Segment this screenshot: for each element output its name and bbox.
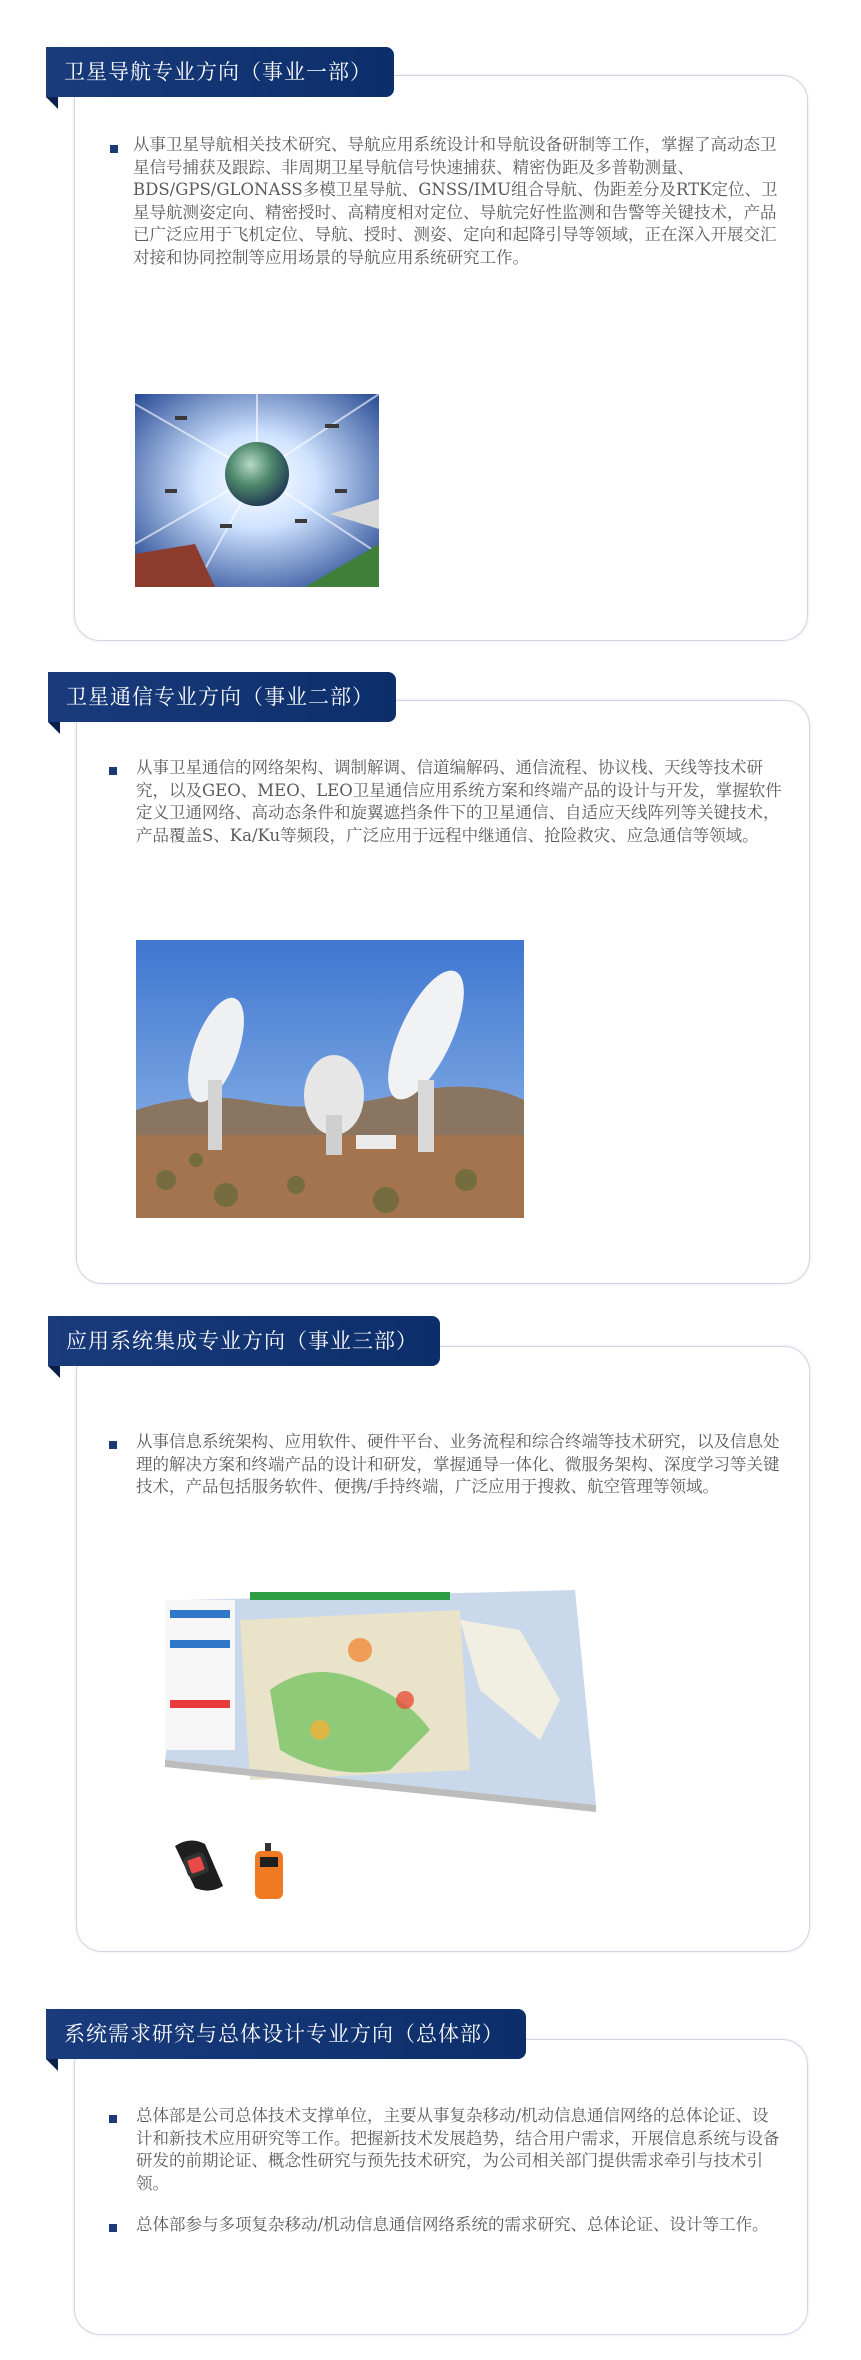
satellite-dish-image [136,940,524,1218]
smartwatch-image [165,1836,227,1894]
satellite-navigation-image [135,394,379,587]
handheld-terminal-image [253,1843,285,1901]
bullet-icon [110,145,118,153]
section-text: 总体部参与多项复杂移动/机动信息通信网络系统的需求研究、总体论证、设计等工作。 [136,2215,769,2234]
bullet-icon [109,767,117,775]
map-software-image [160,1580,596,1845]
bullet-icon [109,2115,117,2123]
section-text: 从事卫星导航相关技术研究、导航应用系统设计和导航设备研制等工作，掌握了高动态卫星信号捕获及跟踪、非周期卫星导航信号快速捕获、精密伪距及多普勒测量、BDS/GPS/GLONASS多模卫星导航、GNSS/IMU组合导航、伪距差分及RTK定位、卫星导航测姿定向、精密授时、高精度相对定位、导航完好性监测和告警等关键技术，产品已广泛应用于飞机定位、导航、授时、测姿、定向和起降引导等领域，正在深入开展交汇对接和协同控制等应用场景的导航应用系统研究工作。 [133,135,778,267]
section-title: 卫星导航专业方向（事业一部） [46,47,394,97]
section-text: 从事信息系统架构、应用软件、硬件平台、业务流程和综合终端等技术研究，以及信息处理的解决方案和终端产品的设计和研发，掌握通导一体化、微服务架构、深度学习等关键技术，产品包括服务软件、便携/手持终端，广泛应用于搜救、航空管理等领域。 [136,1432,780,1496]
bullet-icon [109,2224,117,2232]
section-text: 从事卫星通信的网络架构、调制解调、信道编解码、通信流程、协议栈、天线等技术研究，以及GEO、MEO、LEO卫星通信应用系统方案和终端产品的设计与开发，掌握软件定义卫通网络、高动态条件和旋翼遮挡条件下的卫星通信、自适应天线阵列等关键技术，产品覆盖S、Ka/Ku等频段，广泛应用于远程中继通信、抢险救灾、应急通信等领域。 [136,758,782,845]
section-text: 总体部是公司总体技术支撑单位，主要从事复杂移动/机动信息通信网络的总体论证、设计和新技术应用研究等工作。把握新技术发展趋势，结合用户需求，开展信息系统与设备研发的前期论证、概念性研究与预先技术研究，为公司相关部门提供需求牵引与技术引领。 [136,2106,780,2193]
section-title: 卫星通信专业方向（事业二部） [48,672,396,722]
section-title: 应用系统集成专业方向（事业三部） [48,1316,440,1366]
section-title: 系统需求研究与总体设计专业方向（总体部） [46,2009,526,2059]
bullet-icon [109,1441,117,1449]
